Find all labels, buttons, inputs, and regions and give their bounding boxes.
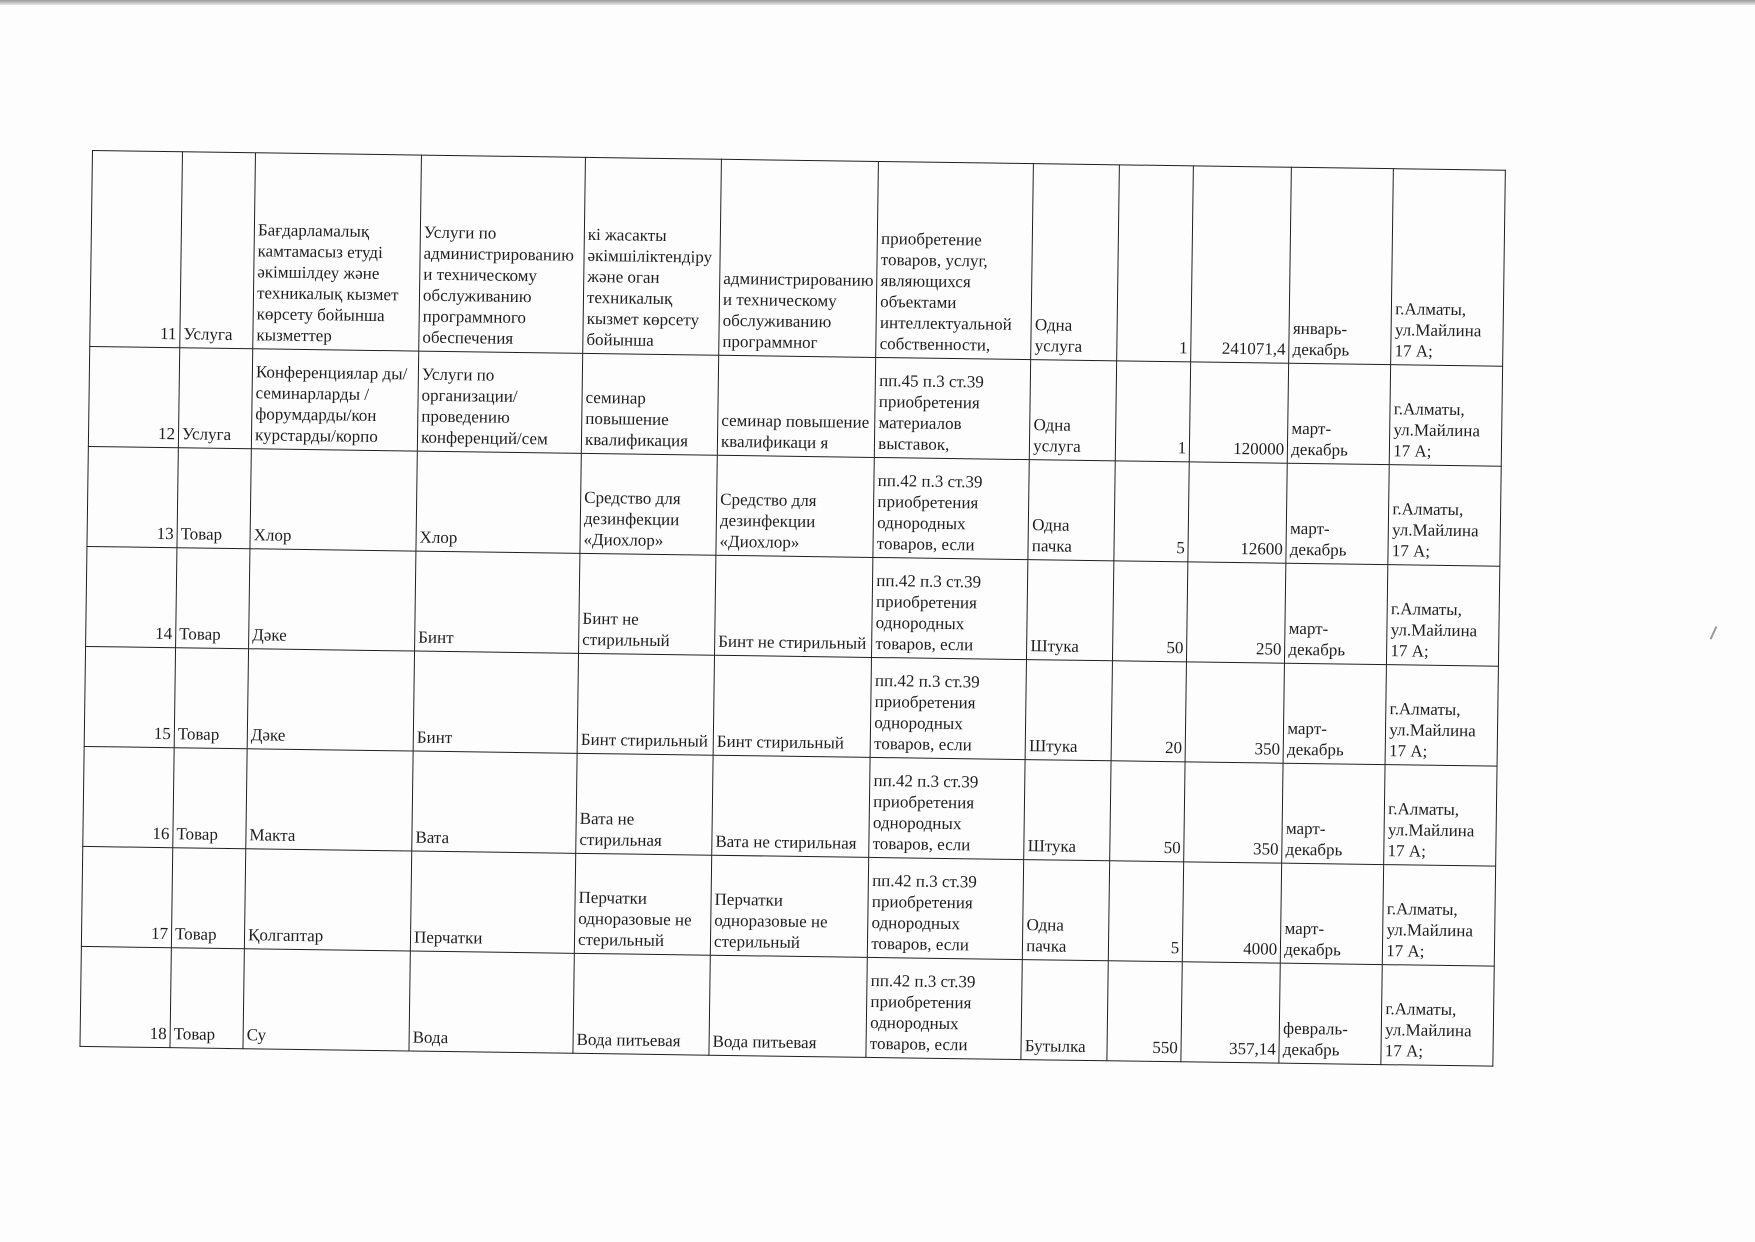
row-price: 120000 [1190, 362, 1289, 463]
row-period: март-декабрь [1282, 763, 1385, 864]
row-desc-ru [709, 955, 868, 1057]
row-qty: 5 [1114, 461, 1189, 562]
row-price: 241071,4 [1191, 166, 1292, 363]
row-place: г.Алматы, ул.Майлина 17 А; [1385, 665, 1498, 767]
row-type: Услуга [180, 152, 256, 349]
row-unit: Штука [1024, 760, 1111, 861]
row-basis-text: пп.45 п.3 ст.39 приобретения материалов выставок, [878, 371, 985, 454]
row-name-kz-text: Дәке [252, 625, 287, 645]
row-name-ru [413, 651, 578, 753]
row-desc-ru-text: администрированию и техническому обслуживанию программног [722, 268, 874, 353]
row-desc-ru [716, 455, 875, 557]
row-desc-kz-text: семинар повышение квалификация [584, 387, 689, 451]
row-name-kz [249, 549, 416, 651]
row-desc-ru [712, 755, 871, 857]
row-price: 350 [1184, 762, 1283, 863]
row-desc-ru-text: Вата не стирильная [715, 831, 857, 853]
row-desc-kz [579, 553, 716, 655]
table-row [83, 746, 1498, 866]
row-name-ru-text: Услуги по администрированию и техническому обслуживанию программного обеспечения [422, 222, 574, 348]
row-name-ru-text: Услуги по организации/проведению конференций/сем [420, 364, 548, 449]
row-period: март-декабрь [1281, 863, 1384, 964]
row-unit: Одна пачка [1028, 460, 1115, 561]
row-desc-ru [710, 855, 869, 957]
row-desc-ru-text: семинар повышение квалификаци я [720, 410, 870, 453]
row-desc-kz-text: Средство для дезинфекции «Диохлор» [583, 487, 681, 551]
row-qty: 50 [1110, 761, 1185, 862]
scan-top-edge [0, 0, 1755, 5]
row-name-ru-text: Вата [415, 827, 450, 848]
row-number: 17 [81, 846, 172, 947]
row-name-ru-text: Вода [412, 1027, 449, 1048]
row-number: 13 [87, 446, 178, 547]
row-number: 12 [88, 346, 179, 447]
row-name-kz-text: Макта [249, 825, 296, 845]
row-unit: Одна услуга [1030, 360, 1117, 461]
row-period: февраль-декабрь [1279, 963, 1382, 1064]
table-row [87, 446, 1502, 566]
row-unit: Бутылка [1021, 960, 1108, 1061]
row-desc-ru-text: Вода питьевая [712, 1031, 817, 1053]
table-body [80, 151, 1506, 1067]
row-desc-kz [583, 157, 722, 355]
row-desc-ru-text: Средство для дезинфекции «Диохлор» [719, 489, 817, 552]
scan-pen-mark [1710, 626, 1727, 644]
row-place: г.Алматы, ул.Майлина 17 А; [1387, 565, 1500, 667]
row-name-ru [416, 451, 581, 553]
row-desc-kz-text: Бинт стирильный [580, 729, 709, 751]
row-basis [872, 557, 1028, 659]
row-name-kz-text: Конференциялар ды/семинарларды /форумдарды/кон курстарды/корпо [254, 362, 408, 447]
row-period: март-декабрь [1283, 663, 1386, 764]
row-qty: 550 [1107, 961, 1182, 1062]
row-name-ru [417, 351, 582, 453]
row-qty: 1 [1117, 165, 1194, 362]
row-place: г.Алматы, ул.Майлина 17 А; [1384, 765, 1497, 867]
row-desc-kz [581, 353, 718, 455]
row-unit: Одна услуга [1031, 164, 1120, 361]
row-number: 16 [83, 746, 174, 847]
row-place: г.Алматы, ул.Майлина 17 А; [1381, 965, 1494, 1067]
row-basis-text: пп.42 п.3 ст.39 приобретения однородных товаров, если [869, 970, 976, 1055]
row-name-ru-text: Бинт [418, 627, 454, 648]
row-price: 250 [1187, 562, 1286, 663]
row-name-kz [247, 649, 414, 751]
row-desc-kz-text: Бинт не стирильный [582, 608, 670, 651]
row-type: Товар [173, 748, 247, 849]
row-name-kz-text: Қолгаптар [247, 925, 324, 946]
row-type: Товар [174, 648, 248, 749]
row-desc-kz [580, 453, 717, 555]
row-name-kz-text: Су [246, 1025, 267, 1045]
row-unit: Одна пачка [1023, 860, 1110, 961]
row-name-ru-text: Перчатки [413, 927, 483, 948]
table-row [90, 151, 1506, 367]
procurement-table [79, 150, 1506, 1067]
table-row [86, 546, 1501, 666]
row-name-kz-text: Бағдарламалық камтамасыз етуді әкімшілдеу және техникалық кызмет көрсету бойынша кызметтер [256, 220, 399, 346]
row-type: Товар [171, 848, 245, 949]
row-desc-kz [576, 753, 713, 855]
row-price: 357,14 [1181, 962, 1280, 1063]
row-place: г.Алматы, ул.Майлина 17 А; [1388, 465, 1501, 567]
row-desc-kz-text: Вата не стирильная [579, 808, 662, 851]
row-number: 15 [84, 646, 175, 747]
row-name-ru [409, 951, 574, 1053]
row-desc-kz [574, 853, 711, 955]
row-qty: 20 [1111, 661, 1186, 762]
row-place: г.Алматы, ул.Майлина 17 А; [1383, 865, 1496, 967]
row-desc-kz [577, 653, 714, 755]
row-basis-text: пп.42 п.3 ст.39 приобретения однородных товаров, если [871, 870, 978, 955]
row-qty: 1 [1116, 361, 1191, 462]
row-number: 11 [90, 151, 183, 348]
row-name-kz [250, 449, 417, 551]
row-desc-kz-text: Вода питьевая [576, 1029, 681, 1051]
row-name-ru [415, 551, 580, 653]
row-desc-ru [715, 555, 874, 657]
row-desc-ru [719, 159, 879, 357]
row-type: Услуга [178, 348, 252, 449]
table-row [81, 846, 1496, 966]
row-type: Товар [177, 448, 251, 549]
row-name-kz [243, 949, 410, 1051]
row-qty: 5 [1109, 861, 1184, 962]
row-place: г.Алматы, ул.Майлина 17 А; [1390, 365, 1503, 467]
row-period: март-декабрь [1288, 363, 1391, 464]
row-desc-ru-text: Бинт стирильный [716, 731, 845, 753]
row-basis-text: приобретение товаров, услуг, являющихся объектами интеллектуальной собственности, [879, 229, 1012, 355]
row-desc-kz-text: кі жасакты әкімшіліктендіру және оган техникалық кызмет көрсету бойынша [586, 224, 713, 350]
row-name-ru-text: Бинт [416, 727, 453, 748]
row-desc-kz-text: Перчатки одноразовые не стерильный [577, 887, 692, 951]
table-row [80, 946, 1495, 1066]
row-name-kz [251, 349, 418, 451]
row-unit: Штука [1027, 560, 1114, 661]
row-place: г.Алматы, ул.Майлина 17 А; [1391, 169, 1506, 367]
row-name-kz-text: Хлор [253, 525, 292, 545]
row-type: Товар [176, 548, 250, 649]
row-name-ru [412, 751, 577, 853]
row-basis [869, 757, 1025, 859]
row-basis-text: пп.42 п.3 ст.39 приобретения однородных товаров, если [876, 471, 983, 555]
row-price: 350 [1185, 662, 1284, 763]
row-desc-kz [573, 953, 710, 1055]
row-basis [866, 957, 1022, 1059]
row-basis [870, 657, 1026, 759]
row-number: 14 [86, 546, 177, 647]
row-period: март-декабрь [1286, 463, 1389, 564]
row-name-ru-text: Хлор [419, 527, 458, 548]
row-name-kz-text: Дәке [250, 725, 286, 745]
row-basis-text: пп.42 п.3 ст.39 приобретения однородных товаров, если [872, 770, 979, 855]
row-name-ru [410, 851, 575, 953]
row-name-ru [419, 155, 586, 353]
row-desc-ru-text: Перчатки одноразовые не стерильный [713, 889, 828, 952]
row-period: март-декабрь [1285, 563, 1388, 664]
row-unit: Штука [1025, 660, 1112, 761]
row-desc-ru [717, 355, 876, 457]
row-basis [876, 161, 1034, 359]
row-basis-text: пп.42 п.3 ст.39 приобретения однородных товаров, если [875, 570, 982, 655]
row-price: 12600 [1188, 462, 1287, 563]
row-name-kz [244, 849, 411, 951]
row-basis [873, 457, 1029, 559]
row-type: Товар [170, 948, 244, 1049]
row-qty: 50 [1113, 561, 1188, 662]
row-desc-ru-text: Бинт не стирильный [718, 631, 867, 653]
row-period: январь-декабрь [1289, 167, 1394, 364]
table-row [84, 646, 1499, 766]
row-basis [875, 357, 1031, 459]
row-price: 4000 [1183, 862, 1282, 963]
row-basis [868, 857, 1024, 959]
row-basis-text: пп.42 п.3 ст.39 приобретения однородных товаров, если [873, 670, 980, 755]
row-desc-ru [713, 655, 872, 757]
row-number: 18 [80, 946, 171, 1047]
row-name-kz [253, 153, 422, 351]
row-name-kz [246, 749, 413, 851]
table-row [88, 346, 1503, 466]
